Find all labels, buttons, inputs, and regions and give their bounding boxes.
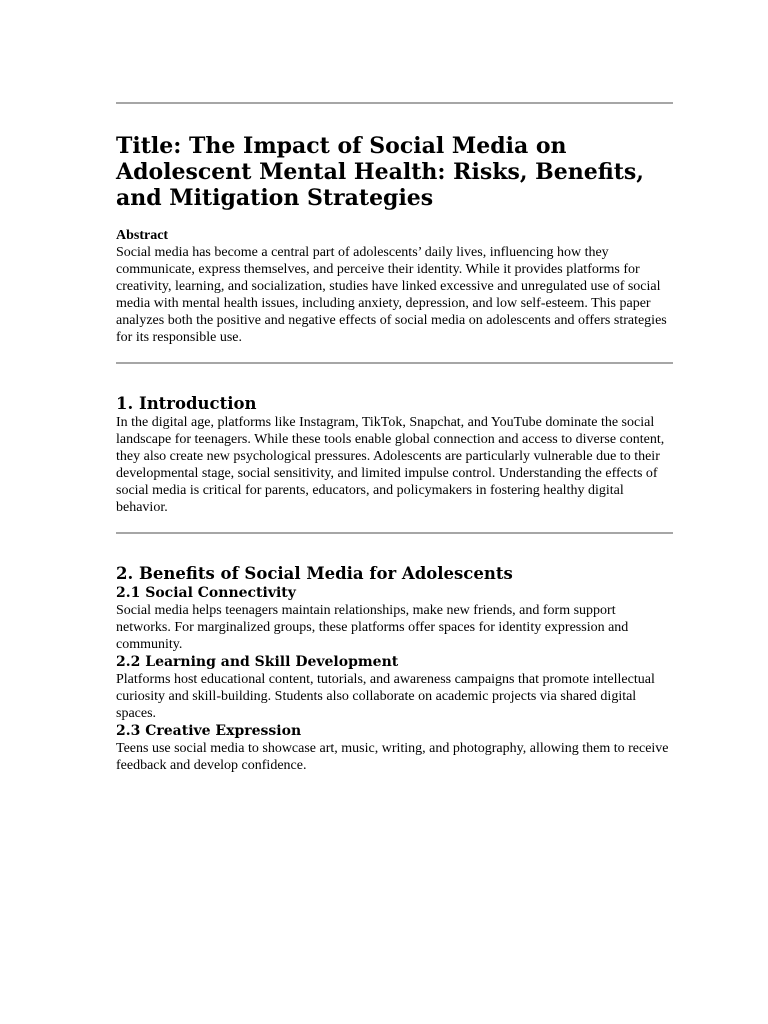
subsection-heading-creative-expression: 2.3 Creative Expression: [116, 723, 302, 739]
subsection-heading-learning: 2.2 Learning and Skill Development: [116, 654, 399, 670]
divider-after-abstract: [116, 362, 673, 364]
abstract-label: Abstract: [116, 228, 169, 243]
section-heading-benefits: 2. Benefits of Social Media for Adolescents: [116, 564, 513, 583]
creative-expression-text: Teens use social media to showcase art, music, writing, and photography, allowing them to receive feedback and develop confidence.: [116, 741, 669, 773]
learning-text: Platforms host educational content, tutorials, and awareness campaigns that promote intellectual curiosity and skill-building. Students also collaborate on academic projects via shared digital spaces.: [116, 672, 655, 721]
top-divider: [116, 102, 673, 104]
abstract-text: Social media has become a central part of adolescents’ daily lives, influencing how they communicate, express themselves, and perceive their identity. While it provides platforms for creativity, learning, and socialization, studies have linked excessive and unregulated use of social media with mental health issues, including anxiety, depression, and low self-esteem. This paper analyzes both the positive and negative effects of social media on adolescents and offers strategies for its responsible use.: [116, 245, 667, 345]
introduction-text: In the digital age, platforms like Instagram, TikTok, Snapchat, and YouTube dominate the social landscape for teenagers. While these tools enable global connection and access to diverse content, they also create new psychological pressures. Adolescents are particularly vulnerable due to their developmental stage, social sensitivity, and limited impulse control. Understanding the effects of social media is critical for parents, educators, and policymakers in fostering healthy digital behavior.: [116, 415, 665, 515]
social-connectivity-text: Social media helps teenagers maintain relationships, make new friends, and form support networks. For marginalized groups, these platforms offer spaces for identity expression and community.: [116, 603, 629, 652]
subsection-heading-social-connectivity: 2.1 Social Connectivity: [116, 585, 296, 601]
document-page: [116, 0, 673, 774]
section-heading-introduction: 1. Introduction: [116, 394, 257, 413]
divider-after-introduction: [116, 532, 673, 534]
document-title: Title: The Impact of Social Media on Adolescent Mental Health: Risks, Benefits, and Mitigation Strategies: [116, 133, 644, 211]
